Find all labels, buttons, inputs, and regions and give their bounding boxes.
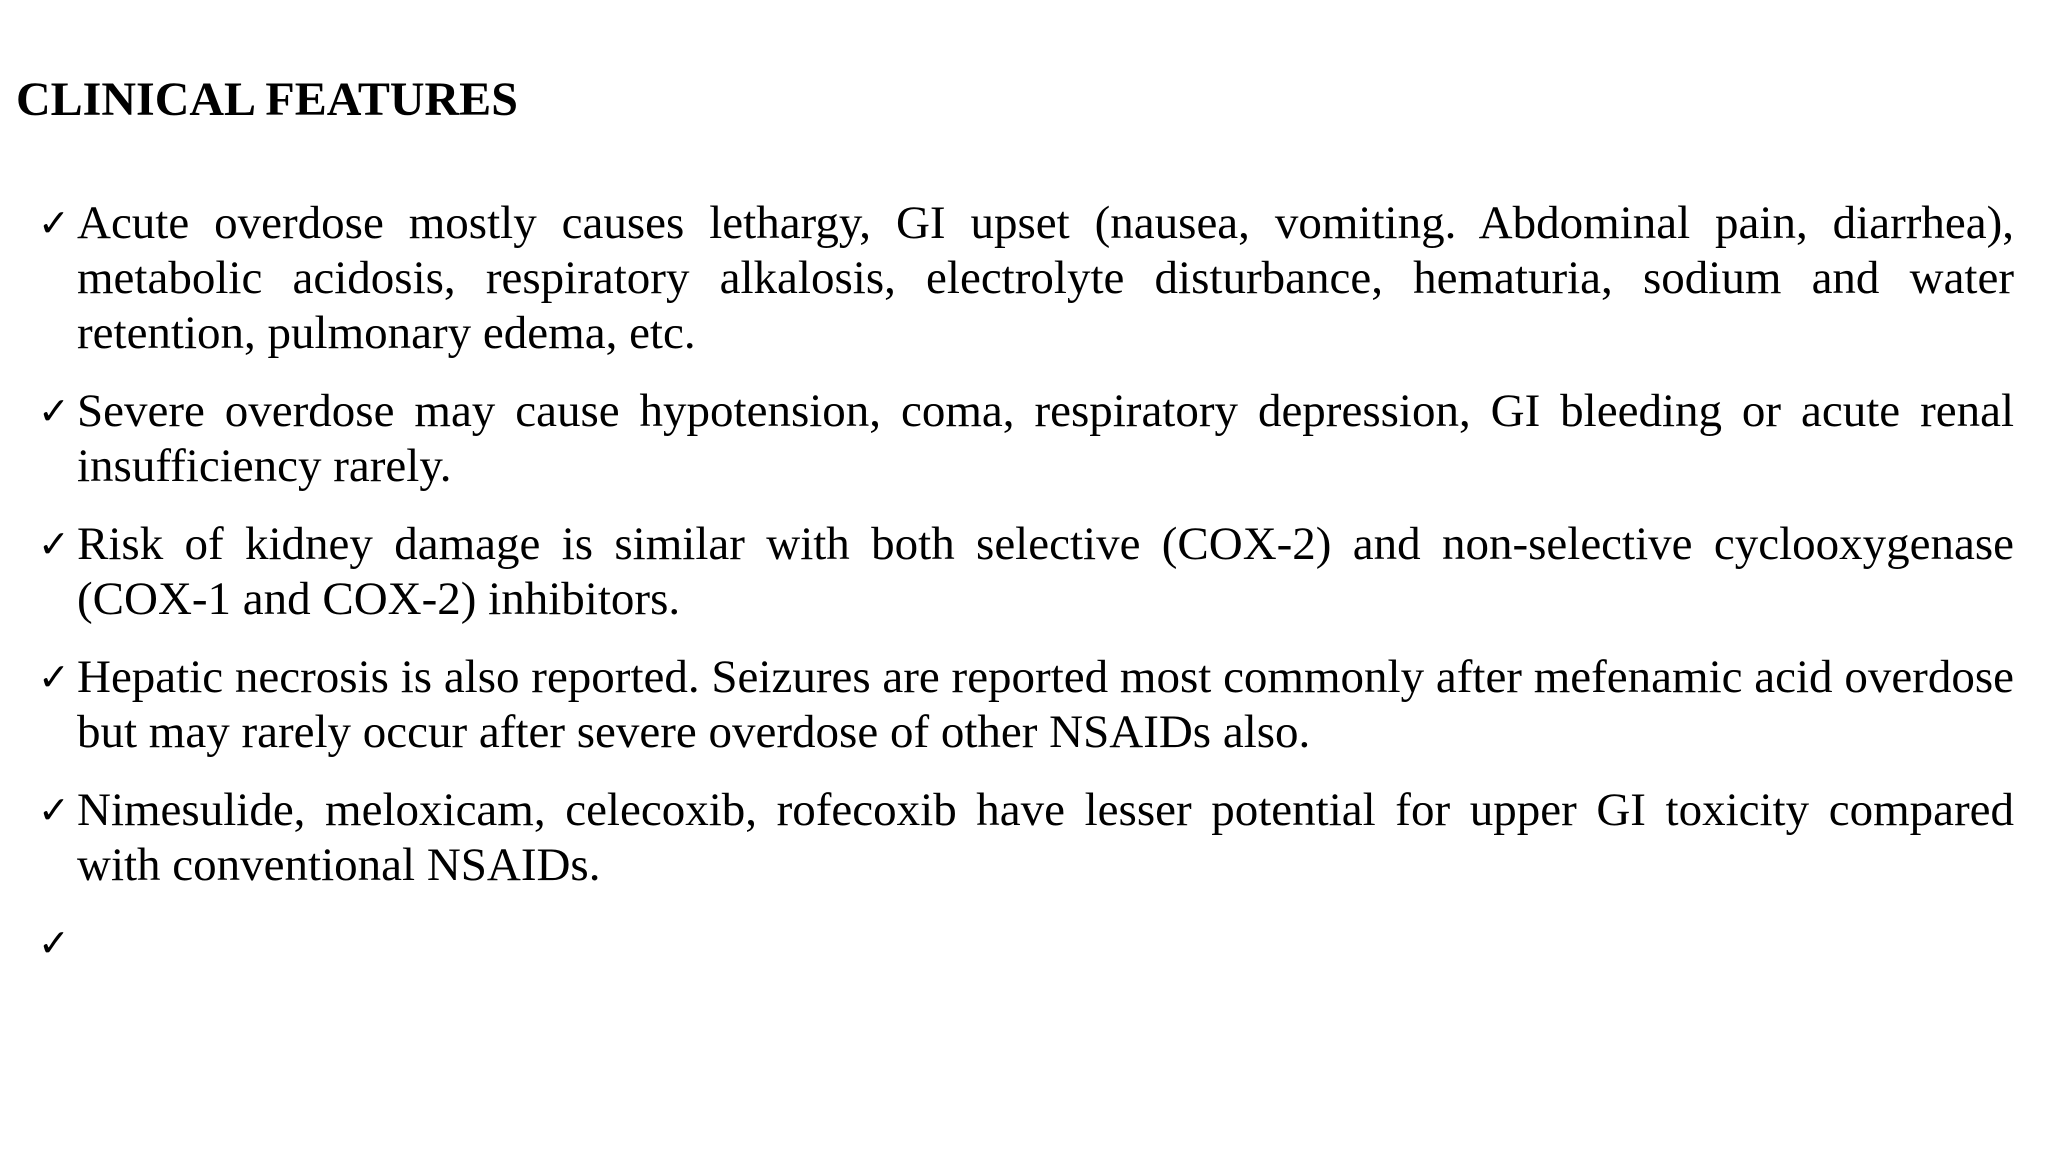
check-mark-icon: ✓ <box>38 522 70 566</box>
bullet-item <box>38 517 2014 627</box>
bullet-item <box>38 783 2014 893</box>
check-mark-icon: ✓ <box>38 788 70 832</box>
check-mark-icon: ✓ <box>38 201 70 245</box>
bullet-text: Risk of kidney damage is similar with both selective (COX-2) and non-selective cyclooxygenase (COX-1 and COX-2) inhibitors. <box>77 518 2014 625</box>
bullet-item-empty <box>38 916 2014 971</box>
bullet-text <box>77 916 2014 971</box>
check-mark-icon: ✓ <box>38 389 70 433</box>
bullet-text: Acute overdose mostly causes lethargy, GI upset (nausea, vomiting. Abdominal pain, diarrhea), metabolic acidosis, respiratory alkalosis, electrolyte disturbance, hematuria, sodium and water retention, pulmonary edema, etc. <box>77 197 2014 359</box>
bullet-text: Nimesulide, meloxicam, celecoxib, rofecoxib have lesser potential for upper GI toxicity compared with conventional NSAIDs. <box>77 784 2014 891</box>
slide-title: CLINICAL FEATURES <box>16 73 518 126</box>
bullet-list <box>38 196 2014 994</box>
bullet-text: Severe overdose may cause hypotension, coma, respiratory depression, GI bleeding or acute renal insufficiency rarely. <box>77 385 2014 492</box>
check-mark-icon: ✓ <box>38 655 70 699</box>
bullet-item <box>38 196 2014 361</box>
check-mark-icon: ✓ <box>38 921 70 965</box>
bullet-item <box>38 650 2014 760</box>
bullet-text: Hepatic necrosis is also reported. Seizures are reported most commonly after mefenamic acid overdose but may rarely occur after severe overdose of other NSAIDs also. <box>77 651 2014 758</box>
bullet-item <box>38 384 2014 494</box>
